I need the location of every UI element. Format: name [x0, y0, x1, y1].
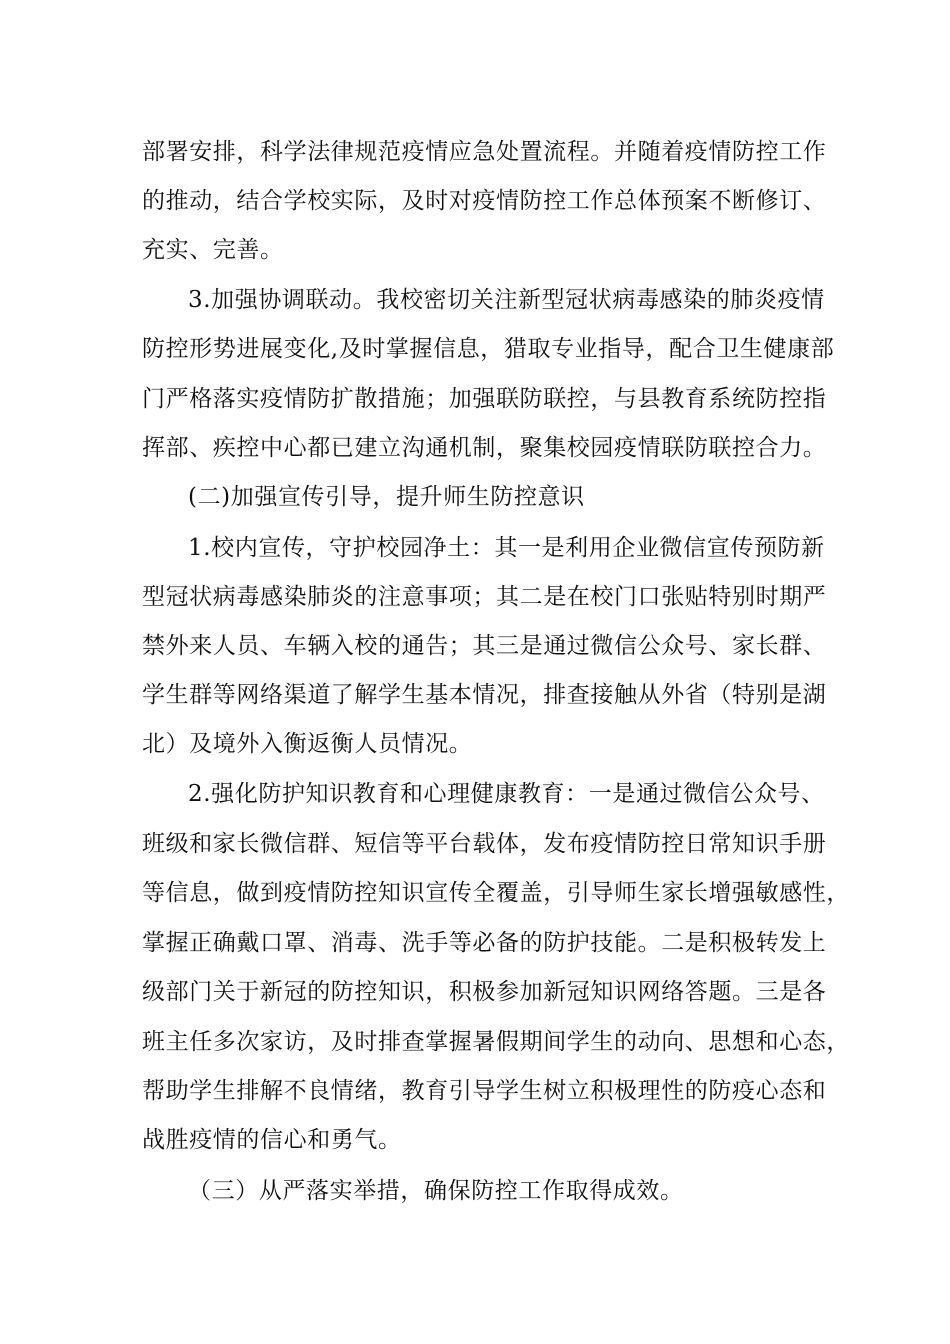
text-line: 级部门关于新冠的防控知识，积极参加新冠知识网络答题。三是各	[142, 979, 827, 1005]
text-line: 等信息，做到疫情防控知识宣传全覆盖，引导师生家长增强敏感性，	[142, 880, 850, 906]
text-line: 挥部、疾控中心都已建立沟通机制，聚集校园疫情联防联控合力。	[142, 435, 827, 461]
section-heading: (二)加强宣传引导，提升师生防控意识	[188, 484, 585, 510]
text-line: 门严格落实疫情防扩散措施；加强联防联控，与县教育系统防控指	[142, 386, 827, 412]
text-line: 3.加强协调联动。我校密切关注新型冠状病毒感染的肺炎疫情	[188, 287, 825, 313]
text-line: 掌握正确戴口罩、消毒、洗手等必备的防护技能。二是积极转发上	[142, 930, 827, 956]
text-line: 北）及境外入衡返衡人员情况。	[142, 731, 473, 757]
text-line: 帮助学生排解不良情绪，教育引导学生树立积极理性的防疫心态和	[142, 1078, 827, 1104]
text-line: 充实、完善。	[142, 237, 284, 263]
text-line: 战胜疫情的信心和勇气。	[142, 1127, 402, 1153]
text-line: 禁外来人员、车辆入校的通告；其三是通过微信公众号、家长群、	[142, 633, 827, 659]
text-line: 型冠状病毒感染肺炎的注意事项；其二是在校门口张贴特别时期严	[142, 584, 827, 610]
text-line: 的推动，结合学校实际，及时对疫情防控工作总体预案不断修订、	[142, 188, 827, 214]
text-line: 班级和家长微信群、短信等平台载体，发布疫情防控日常知识手册	[142, 831, 827, 857]
text-line: 2.强化防护知识教育和心理健康教育：一是通过微信公众号、	[188, 781, 825, 807]
text-line: 学生群等网络渠道了解学生基本情况，排查接触从外省（特别是湖	[142, 682, 827, 708]
text-line: 1.校内宣传，守护校园净土：其一是利用企业微信宣传预防新	[188, 535, 825, 561]
text-line: 班主任多次家访，及时排查掌握暑假期间学生的动向、思想和心态，	[142, 1029, 850, 1055]
section-heading: （三）从严落实举措，确保防控工作取得成效。	[188, 1178, 684, 1204]
text-line: 部署安排，科学法律规范疫情应急处置流程。并随着疫情防控工作	[142, 139, 827, 165]
text-line: 防控形势进展变化,及时掌握信息，猎取专业指导，配合卫生健康部	[142, 336, 835, 362]
